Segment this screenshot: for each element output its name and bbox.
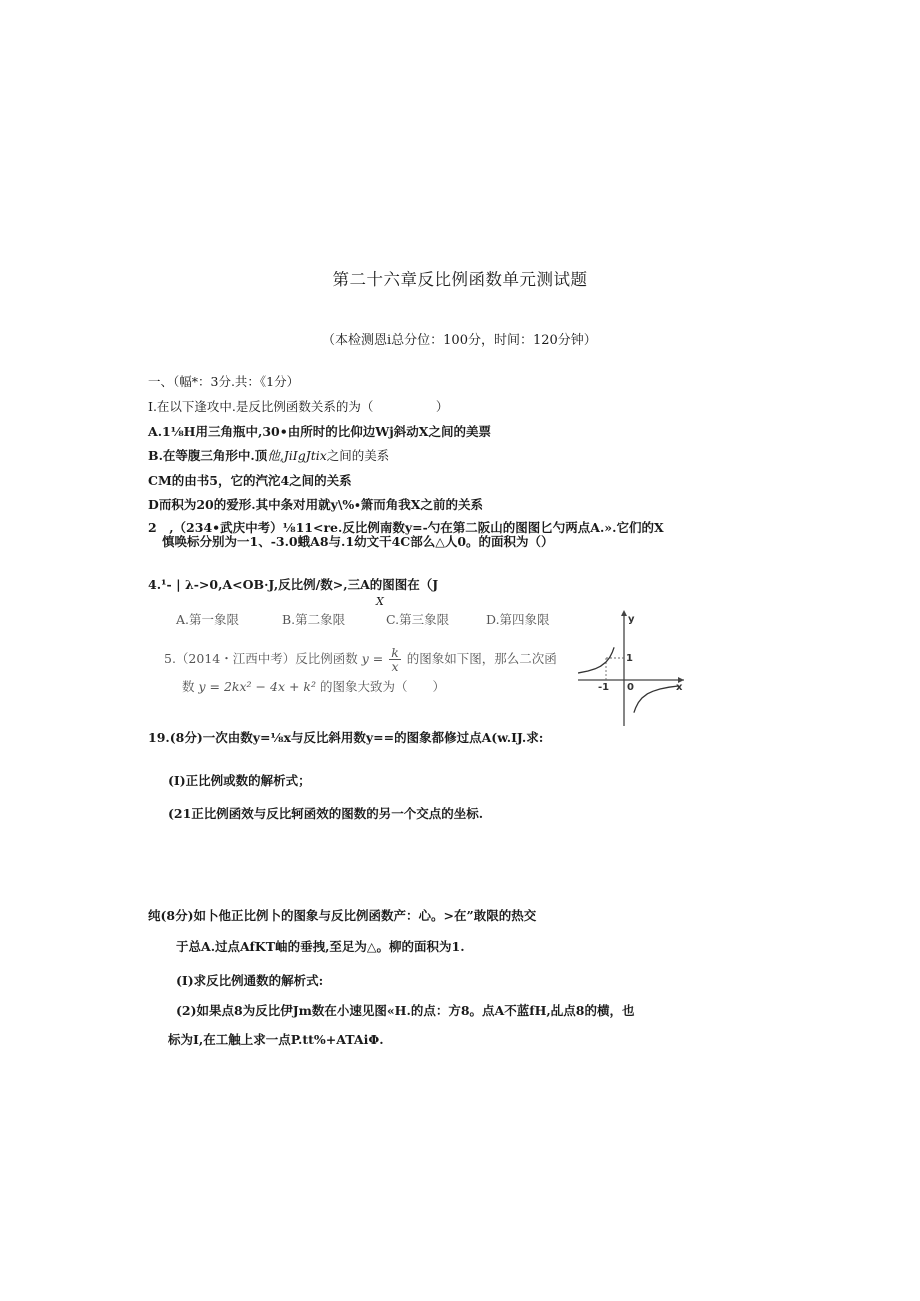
q1-option-c: CM的由书5，它的汽沱4之间的关系 [148, 473, 352, 488]
section-heading: 一、（幅*：3分.共：《1分） [148, 374, 300, 389]
q4-x-mark: X [376, 595, 384, 608]
q19-part2: (21正比例函效与反比轲函效的图数的另一个交点的坐标. [168, 806, 484, 821]
y-axis-label: y [628, 614, 635, 625]
q5-line2 [182, 679, 445, 695]
neg-one-label: -1 [598, 682, 610, 693]
x-axis-label: x [676, 682, 683, 693]
hyperbola-branch-left [578, 647, 614, 674]
q20-line1: 纯(8分)如卜他正比例卜的图象与反比例函数产：心。>在”敢限的热交 [148, 908, 537, 923]
q19-part1: (I)正比例或数的解析式； [168, 773, 311, 788]
hyperbola-branch-right [634, 686, 678, 713]
q1-option-d: D而积为20的爱形.其中条对用就y\%∙箫而角我X之前的关系 [148, 497, 483, 512]
q1-option-a: A.1⅛H用三角瓶中,30•由所时的比仰边Wj斜动X之间的美票 [148, 424, 491, 439]
q20-part1: (I)求反比例通数的解析式: [176, 973, 324, 988]
q20-line2: 于总A.过点AfKT岫的垂拽,至足为△。柳的面积为1. [176, 939, 465, 954]
q4-stem: 4.¹- | λ->0,A<OB·J,反比例/数>,三A的图图在（J [148, 577, 439, 592]
hyperbola-graph [578, 608, 690, 728]
one-label: 1 [626, 653, 633, 664]
q5-line2-suffix: 的图象大致为（ ） [319, 679, 445, 694]
q4-option-d: D.第四象限 [486, 612, 550, 627]
q20-part2: (2)如果点8为反比伊Jm数在小速见图«H.的点：方8。点A不蓝fH,乩点8的横，也 [176, 1003, 635, 1018]
q4-option-b: B.第二象限 [282, 612, 346, 627]
q5-line2-prefix: 数 [182, 679, 195, 694]
q1-option-b-prefix: B.在等腹三角形中.顶 [148, 448, 268, 463]
q1-option-b-italic: 他,JiIgJtix [267, 448, 327, 463]
q1-stem: I.在以下逢攻中.是反比例函数关系的为（ ） [148, 399, 449, 414]
q5-func-lhs: y = [361, 651, 384, 666]
q4-option-a: A.第一象限 [176, 612, 240, 627]
origin-label: 0 [627, 682, 634, 693]
q5-line1 [164, 646, 557, 673]
q1-option-b [148, 448, 389, 464]
q5-suffix: 的图象如下图，那么二次函 [406, 651, 557, 666]
q19-stem: 19.(8分)一次由数y=⅛x与反比斜用数y==的图象都修过点A(w.IJ.求: [148, 730, 544, 745]
q5-frac-den: x [391, 659, 399, 674]
q2-line2: 慎唤标分别为一1、-3.0蛾A8与.1幼文干4C部么△人0。的面积为（） [162, 534, 554, 549]
q2-line1: 2 ,（234•武庆中考）⅛11<re.反比例南数y=-勺在第二阪山的图图匕勺两点A.».它们的X [148, 520, 664, 535]
q20-part3: 标为I,在工触上求一点P.tt%+ATAiΦ. [168, 1032, 384, 1047]
q4-option-c: C.第三象限 [386, 612, 450, 627]
q1-option-b-suffix: 之间的美系 [326, 448, 390, 463]
q5-fraction [389, 646, 401, 673]
page-title: 第二十六章反比例函数单元测试题 [332, 270, 588, 289]
page-subtitle: （本检测恩i总分位：100分，时间：120分钟） [322, 333, 597, 348]
q5-line2-eq: y = 2kx² − 4x + k² [198, 679, 316, 694]
q5-prefix: 5.（2014・江西中考）反比例函数 [164, 651, 358, 666]
q5-frac-num: k [391, 645, 399, 660]
y-axis-arrow [621, 610, 627, 616]
